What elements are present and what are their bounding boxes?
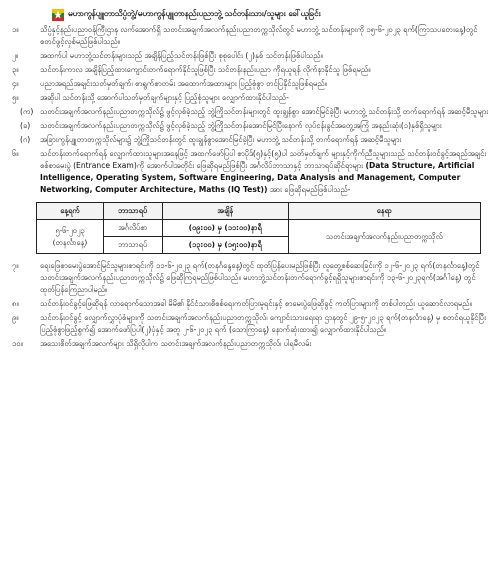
item-text: အသေးစိတ်အချက်အလက်များ သိရှိလိုပါက သတင်းအချက်အလက်နည်းပညာတက္ကသိုလ်၊ ပါရမီလမ်း	[40, 339, 312, 348]
list-item	[12, 312, 492, 336]
list-item	[12, 298, 492, 310]
item-number: ၅။	[12, 93, 19, 102]
sub-item-text: သတင်းအချက်အလက်နည်းပညာတက္ကသိုလ်၌ ဖွင့်လှစ်ခဲ့သည့် ဘွဲ့ကြိုသင်တန်းများတွင် ထူးချွန်စွာ အောင်မြင်ခဲ့ပြီး မဟာဘွဲ့ သင်တန်းသို့ တက်ရောက်ရန် အဆင့်မီသူများ	[40, 107, 489, 116]
header-time: အချိန်	[162, 203, 288, 220]
list-item	[12, 24, 492, 48]
item-text: ပညာအရည်အချင်းသတ်မှတ်ချက်၊ စာရွက်စာတမ်း အထောက်အထားများ ပြည့်စုံစွာ တင်ပြနိုင်သူဖြစ်ရမည်။	[40, 79, 327, 88]
item-text-suffix: အား ဖြေဆိုရမည်ဖြစ်ပါသည်-	[267, 185, 351, 194]
list-item-exam	[12, 148, 492, 196]
time-cell: (၀၉:၀၀) မှ (၁၁:၀၀)နာရီ	[162, 220, 288, 237]
item-number: ၂။	[12, 51, 19, 60]
sub-item	[12, 106, 492, 118]
flag-icon	[52, 9, 64, 21]
header-date: နေ့ရက်	[37, 203, 104, 220]
list-item	[12, 338, 492, 350]
exam-date-cell	[37, 220, 104, 254]
header-subject: ဘာသာရပ်	[103, 203, 162, 220]
list-item	[12, 64, 492, 76]
sub-item-letter: (ဂ)	[20, 135, 31, 144]
sub-item-letter: (က)	[20, 107, 34, 116]
item-number: ၆။	[12, 149, 19, 158]
exam-day: (တနင်္လာနေ့)	[52, 237, 88, 247]
list-item	[12, 260, 492, 296]
item-number: ၈။	[12, 299, 19, 308]
sub-item-text: သတင်းအချက်အလက်နည်းပညာတက္ကသိုလ်၌ ဖွင့်လှစ်ခဲ့သည့် ဘွဲ့ကြိုသင်တန်းအောင်မြင်ပြီးနောက် လုပ်ငန်းခွင်အတွေ့အကြုံ အနည်းဆုံး(၁)နှစ်ရှိသူများ	[40, 121, 442, 130]
place-cell: သတင်းအချက်အလက်နည်းပညာတက္ကသိုလ်	[288, 220, 480, 254]
item-number: ၄။	[12, 79, 19, 88]
item-text: သင်တန်းကာလ အချိန်ပြည့်ထားကျောင်းတက်ရောက်နိုင်သူဖြစ်ပြီး သင်တန်းနည်းပညာ ကိုရယူရန် လိုက်နာနိုင်သူ ဖြစ်ရမည်။	[40, 65, 371, 74]
sub-item-letter: (ခ)	[20, 121, 31, 130]
item-text: သင်တန်းဝင်ခွင့်ဖြေဆိုရန် လာရောက်သောအခါ မိမိ၏ နိုင်ငံသားစိစစ်ရေးကတ်ပြားမူရင်းနှင့် စာမေးပွဲဖြေဆိုခွင့် ကတ်ပြားများကို တစ်ပါတည်း ယူဆောင်လာရမည်။	[40, 299, 472, 308]
item-number: ၉။	[12, 313, 19, 322]
time-cell: (၁၃:၀၀) မှ (၁၅:၀၀)နာရီ	[162, 237, 288, 254]
item-text: အဆိုပါ သင်တန်းသို့ အောက်ပါသတ်မှတ်ချက်များနှင့် ပြည့်စုံသူများ လျှောက်ထားနိုင်ပါသည်-	[40, 93, 289, 102]
item-text	[40, 148, 492, 196]
list-item	[12, 78, 492, 90]
item-number: ၃။	[12, 65, 19, 74]
table-header-row	[37, 203, 481, 220]
sub-item	[12, 120, 492, 132]
item-text: အထက်ပါ မဟာဘွဲ့သင်တန်းများသည် အချိန်ပြည့်သင်တန်းဖြစ်ပြီး စုစုပေါင်း (၂)နှစ် သင်တန်းဖြစ်ပါသည်။	[40, 51, 323, 60]
exam-subjects: (Data Structure, Artificial Intelligence, Operating System, Software Engineering, Data Analysis and Management, Computer Networking, Computer Architecture, Maths (IQ Test))	[40, 161, 475, 194]
page-title: မဟာကွန်ပျူတာသိပ္ပံဘွဲ့/မဟာကွန်ပျူတာနည်းပညာဘွဲ့ သင်တန်းသား/သူများ ခေါ်ယူခြင်း	[68, 9, 321, 18]
table-row	[37, 220, 481, 237]
item-text: သိပ္ပံနှင့်နည်းပညာဝန်ကြီးဌာန လက်အောက်ရှိ သတင်းအချက်အလက်နည်းပညာတက္ကသိုလ်တွင် မဟာဘွဲ့ သင်တန်းများကို ၁၅-၆-၂၀၂၃ ရက်(ကြာသပတေးနေ့)တွင် စတင်ဖွင့်လှစ်မည်ဖြစ်ပါသည်။	[40, 25, 478, 46]
exam-date: ၅-၆-၂၀၂၃	[55, 225, 85, 235]
item-text-main: သင်တန်းတက်ရောက်ရန် လျှောက်ထားသူများအနေဖြင့် အထက်ဖော်ပြပါ စာပိုဒ်(၅)နှင့်(၅)ပါ သတ်မှတ်ချက် များနှင့်ကိုက်ညီသူများသည် သင်တန်းဝင်ခွင့်အရည်အချင်းစစ်စာမေးပွဲ (Entrance Exam)ကို အောက်ပါအတိုင်း ဖြေဆိုရမည်ဖြစ်ပြီး အင်္ဂလိပ်ဘာသာနှင့် ဘာသာရပ်ဆိုင်ရာများ	[40, 149, 487, 170]
subject-cell: ဘာသာရပ်	[103, 237, 162, 254]
sub-item	[12, 134, 492, 146]
item-text: ရေးဖြေစာမေးပွဲအောင်မြင်သူများစာရင်းကို ၁၁-၆-၂၀၂၃ ရက်(တနင်္ဂနွေနေ့)တွင် ထုတ်ပြန်ပေးမည်ဖြစ်ပြီး လူတွေ့စစ်ဆေးခြင်းကို ၁၂-၆-၂၀၂၃ ရက်(တနင်္လာနေ့)တွင် သတင်းအချက်အလက်နည်းပညာတက္ကသိုလ်၌ ဖြေဆိုကြရမည်ဖြစ်ပါသည်။ မဟာဘွဲ့သင်တန်းတက်ရောက်ခွင့်ရရှိသူများစာရင်းကို ၁၃-၆-၂၀၂၃ရက်(အင်္ဂါနေ့) တွင် ထုတ်ပြန်ကြေညာပါမည်။	[40, 261, 480, 294]
header-place: နေရာ	[288, 203, 480, 220]
item-text: သင်တန်းဝင်ခွင့် လျှောက်လွှာပုံစံများကို သတင်းအချက်အလက်နည်းပညာတက္ကသိုလ်၊ ကျောင်းသားရေးရာ ဌာနတွင် ၂၉-၅-၂၀၂၃ ရက်(တနင်္လာနေ့) မှ စတင်ရယူနိုင်ပြီး ပြည့်စုံစွာဖြည့်စွက်၍ အောက်ဖော်ပြပါ(၂)ပုံနှင့် အတူ ၂-၆-၂၀၂၃ ရက် (သောကြာနေ့) နောက်ဆုံးထား၍ လျှောက်ထားနိုင်ပါသည်။	[40, 313, 486, 334]
item-number: ၇။	[12, 261, 19, 270]
sub-item-text: အခြားကွန်ပျူတာတက္ကသိုလ်များ၌ ဘွဲ့ကြိုသင်တန်းတွင် ထူးချွန်စွာအောင်မြင်ခဲ့ပြီး မဟာဘွဲ့ သင်တန်းသို့ တက်ရောက်ရန် အဆင့်မီသူများ	[40, 135, 402, 144]
notice-header	[12, 4, 492, 24]
item-number: ၁။	[12, 25, 19, 34]
item-number: ၁၀။	[12, 339, 23, 348]
list-item	[12, 50, 492, 62]
subject-cell: အင်္ဂလိပ်စာ	[103, 220, 162, 237]
exam-schedule-table	[36, 202, 481, 254]
list-item	[12, 92, 492, 104]
